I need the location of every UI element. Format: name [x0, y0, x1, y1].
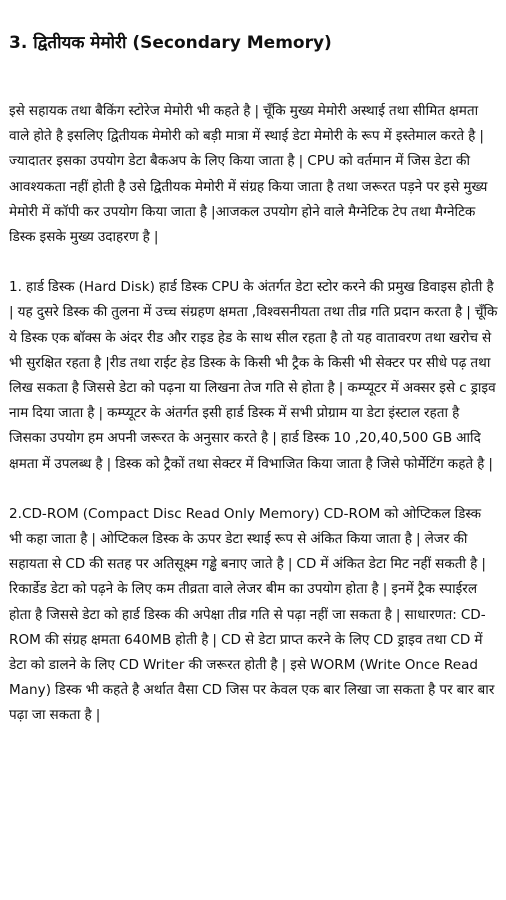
paragraph-cd-rom: 2.CD-ROM (Compact Disc Read Only Memory) CD-ROM को ओप्टिकल डिस्क भी कहा जाता है | ओप्टिकल डिस्क के ऊपर डेटा स्थाई रूप से अंकित किया जाता है | लेजर की सहायता से CD की सतह पर अतिसूक्ष्म गड्ढे बनाए जाते है | CD में अंकित डेटा मिट नहीं सकती है | रिकार्डेड डेटा को पढ़ने के लिए कम तीव्रता वाले लेजर बीम का उपयोग होता है | इनमें ट्रैक स्पाईरल होता है जिससे डेटा को हार्ड डिस्क की अपेक्षा तीव्र गति से पढ़ा नहीं जा सकता है | साधारणत: CD-ROM की संग्रह क्षमता 640MB होती है | CD से डेटा प्राप्त करने के लिए CD ड्राइव तथा CD में डेटा को डालने के लिए CD Writer की जरूरत होती है | इसे WORM (Write Once Read Many) डिस्क भी कहते है अर्थात वैसा CD जिस पर केवल एक बार लिखा जा सकता है पर बार बार पढ़ा जा सकता है |	[9, 505, 495, 724]
section-heading: 3. द्वितीयक मेमोरी (Secondary Memory)	[9, 33, 332, 53]
paragraph-secondary-memory: इसे सहायक तथा बैकिंग स्टोरेज मेमोरी भी कहते है | चूँकि मुख्य मेमोरी अस्थाई तथा सीमित क्षमता वाले होते है इसलिए द्वितीयक मेमोरी को बड़ी मात्रा में स्थाई डेटा मेमोरी के रूप में इस्तेमाल करते है |ज्यादातर इसका उपयोग डेटा बैकअप के लिए किया जाता है | CPU को वर्तमान में जिस डेटा की आवश्यकता नहीं होती है उसे द्वितीयक मेमोरी में संग्रह किया जाता है तथा जरूरत पड़ने पर इसे मुख्य मेमोरी में कॉपी कर उपयोग किया जाता है |आजकल उपयोग होने वाले मैग्नेटिक टेप तथा मैग्नेटिक डिस्क इसके मुख्य उदाहरण है |	[9, 103, 488, 246]
paragraph-hard-disk: 1. हार्ड डिस्क (Hard Disk) हार्ड डिस्क CPU के अंतर्गत डेटा स्टोर करने की प्रमुख डिवाइस होती है | यह दुसरे डिस्क की तुलना में उच्च संग्रहण क्षमता ,विश्वसनीयता तथा तीव्र गति प्रदान करता है | चूँकि ये डिस्क एक बॉक्स के अंदर रीड और राइड हेड के साथ सील रहता है तो यह वातावरण तथा खरोच से भी सुरक्षित रहता है |रीड तथा राईट हेड डिस्क के किसी भी ट्रैक के किसी भी सेक्टर पर सीधे पढ़ तथा लिख सकता है जिससे डेटा को पढ़ना या लिखना तेज गति से होता है | कम्प्यूटर में अक्सर इसे c ड्राइव नाम दिया जाता है | कम्प्यूटर के अंतर्गत इसी हार्ड डिस्क में सभी प्रोग्राम या डेटा इंस्टाल रहता है जिसका उपयोग हम अपनी जरूरत के अनुसार करते है | हार्ड डिस्क 10 ,20,40,500 GB आदि क्षमता में उपलब्ध है | डिस्क को ट्रैकों तथा सेक्टर में विभाजित किया जाता है जिसे फोर्मेटिंग कहते है |	[9, 279, 498, 472]
